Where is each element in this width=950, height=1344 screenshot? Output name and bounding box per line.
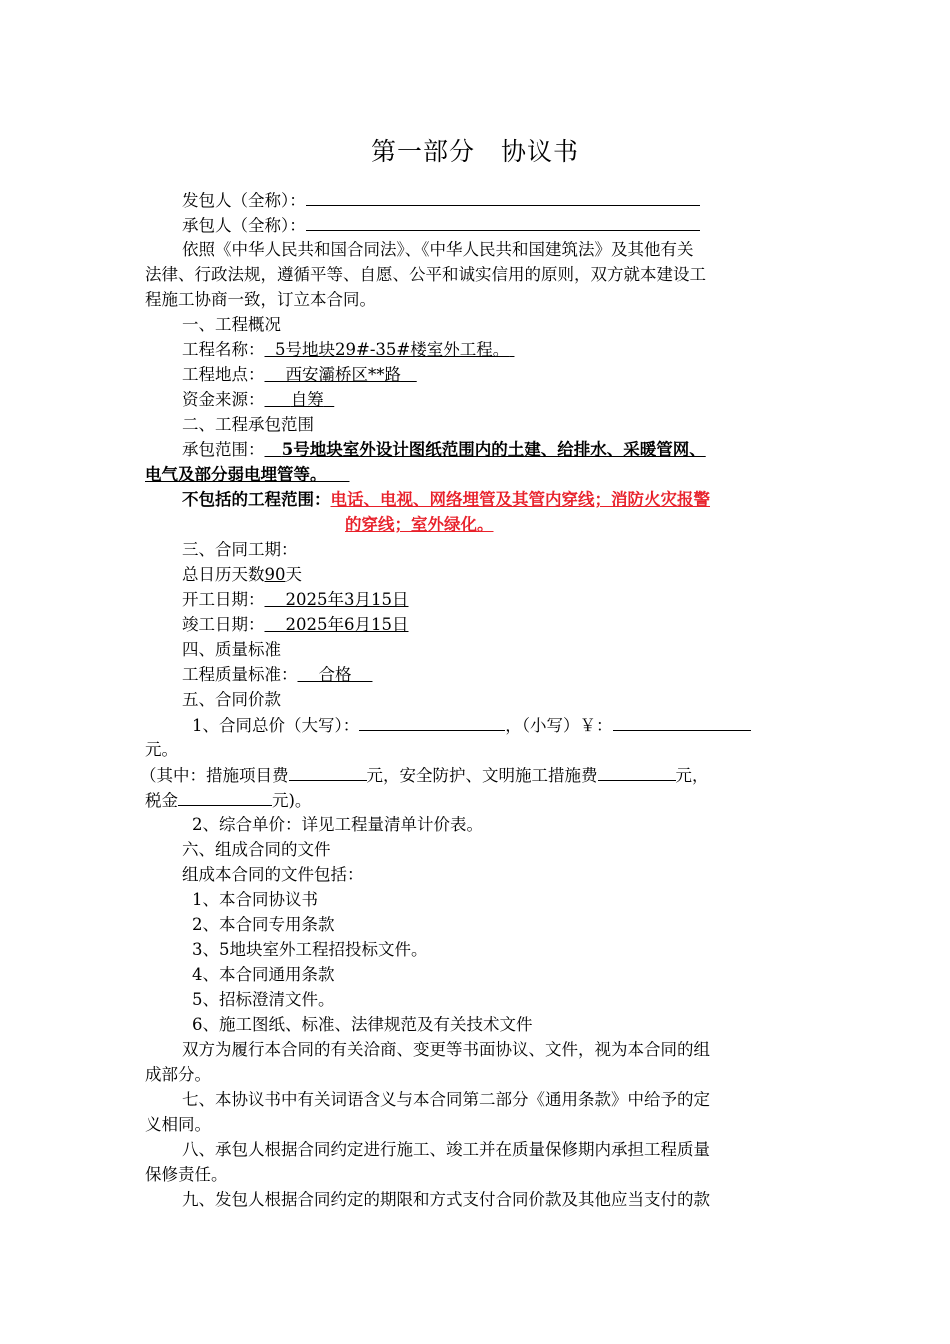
project-name-value: 5号地块29#-35#楼室外工程。 <box>275 340 510 359</box>
exclusion-line-2 <box>345 513 950 538</box>
scope-label: 承包范围： <box>182 440 265 459</box>
section-8-line-1: 八、承包人根据合同约定进行施工、竣工并在质量保修期内承担工程质量 <box>182 1140 710 1159</box>
start-date-line <box>182 588 802 613</box>
total-days-label: 总日历天数 <box>182 565 265 584</box>
documents-note-1: 双方为履行本合同的有关洽商、变更等书面协议、文件，视为本合同的组 <box>182 1040 710 1059</box>
tax-unit: 元)。 <box>272 791 312 810</box>
total-days-unit: 天 <box>285 565 302 584</box>
section-9-line-1: 九、发包人根据合同约定的期限和方式支付合同价款及其他应当支付的款 <box>182 1190 710 1209</box>
fees-line-1 <box>140 763 800 789</box>
project-location-label: 工程地点： <box>182 365 265 384</box>
documents-note-2: 成部分。 <box>145 1065 211 1084</box>
page-title: 第一部分 协议书 <box>370 137 579 166</box>
total-price-numeric-label: ，（小写）￥： <box>505 716 613 735</box>
exclusion-value-2: 的穿线；室外绿化。 <box>345 515 494 534</box>
section-2-heading: 二、工程承包范围 <box>182 415 314 434</box>
fees-line-2 <box>145 788 805 814</box>
fund-source-line <box>182 388 802 413</box>
quality-label: 工程质量标准： <box>182 665 298 684</box>
scope-value-2: 电气及部分弱电埋管等。 <box>145 465 327 484</box>
document-item-1: 1、本合同协议书 <box>192 890 318 909</box>
exclusion-line-1 <box>182 488 802 513</box>
scope-line-1 <box>182 438 802 463</box>
scope-value-1: 5号地块室外设计图纸范围内的土建、给排水、采暖管网、 <box>281 440 706 459</box>
section-8-line-2: 保修责任。 <box>145 1165 228 1184</box>
quality-value: 合格 <box>318 665 352 684</box>
fund-source-value: 自筹 <box>290 390 324 409</box>
measure-fee-blank <box>289 763 367 781</box>
total-price-unit: 元。 <box>145 740 178 759</box>
end-date-line <box>182 613 802 638</box>
safety-fee-unit: 元， <box>675 766 709 785</box>
contractor-label: 承包人（全称）： <box>182 216 306 235</box>
total-price-label: 1、合同总价（大写）： <box>192 716 360 735</box>
exclusion-value-1: 电话、电视、网络埋管及其管内穿线；消防火灾报警 <box>330 490 710 509</box>
contractor-line <box>182 213 802 239</box>
intro-line-2: 法律、行政法规，遵循平等、自愿、公平和诚实信用的原则，双方就本建设工 <box>145 265 706 284</box>
document-item-4: 4、本合同通用条款 <box>192 965 335 984</box>
fund-source-label: 资金来源： <box>182 390 265 409</box>
section-7-line-1: 七、本协议书中有关词语含义与本合同第二部分《通用条款》中给予的定 <box>182 1090 710 1109</box>
document-item-3: 3、5地块室外工程招投标文件。 <box>192 940 428 959</box>
section-3-heading: 三、合同工期： <box>182 540 298 559</box>
project-location-value: 西安灞桥区**路 <box>285 365 401 384</box>
intro-line-3: 程施工协商一致，订立本合同。 <box>145 290 376 309</box>
document-item-6: 6、施工图纸、标准、法律规范及有关技术文件 <box>192 1015 533 1034</box>
unit-price-line: 2、综合单价：详见工程量清单计价表。 <box>192 815 483 834</box>
end-date-label: 竣工日期： <box>182 615 265 634</box>
total-price-line <box>192 713 852 739</box>
document-item-5: 5、招标澄清文件。 <box>192 990 335 1009</box>
start-date-value: 2025年3月15日 <box>285 590 409 609</box>
measure-fee-label: （其中：措施项目费 <box>140 766 289 785</box>
total-price-numeric-blank <box>613 713 751 731</box>
intro-line-1: 依照《中华人民共和国合同法》、《中华人民共和国建筑法》及其他有关 <box>182 240 694 259</box>
scope-line-2 <box>145 463 805 488</box>
employer-blank <box>306 188 700 206</box>
total-days-value: 90 <box>264 565 286 584</box>
tax-blank <box>178 788 272 806</box>
document-item-2: 2、本合同专用条款 <box>192 915 335 934</box>
section-5-heading: 五、合同价款 <box>182 690 281 709</box>
project-location-line <box>182 363 802 388</box>
quality-line <box>182 663 802 688</box>
end-date-value: 2025年6月15日 <box>285 615 409 634</box>
section-7-line-2: 义相同。 <box>145 1115 211 1134</box>
exclusion-label: 不包括的工程范围： <box>182 490 331 509</box>
start-date-label: 开工日期： <box>182 590 265 609</box>
documents-intro: 组成本合同的文件包括： <box>182 865 364 884</box>
project-name-label: 工程名称： <box>182 340 265 359</box>
project-name-line <box>182 338 802 363</box>
section-6-heading: 六、组成合同的文件 <box>182 840 331 859</box>
safety-fee-blank <box>598 763 676 781</box>
total-days-line <box>182 563 802 588</box>
section-1-heading: 一、工程概况 <box>182 315 281 334</box>
contractor-blank <box>306 213 700 231</box>
tax-label: 税金 <box>145 791 178 810</box>
employer-line <box>182 188 802 214</box>
section-4-heading: 四、质量标准 <box>182 640 281 659</box>
employer-label: 发包人（全称）： <box>182 191 306 210</box>
total-price-words-blank <box>359 713 505 731</box>
safety-fee-label: 元，安全防护、文明施工措施费 <box>366 766 598 785</box>
